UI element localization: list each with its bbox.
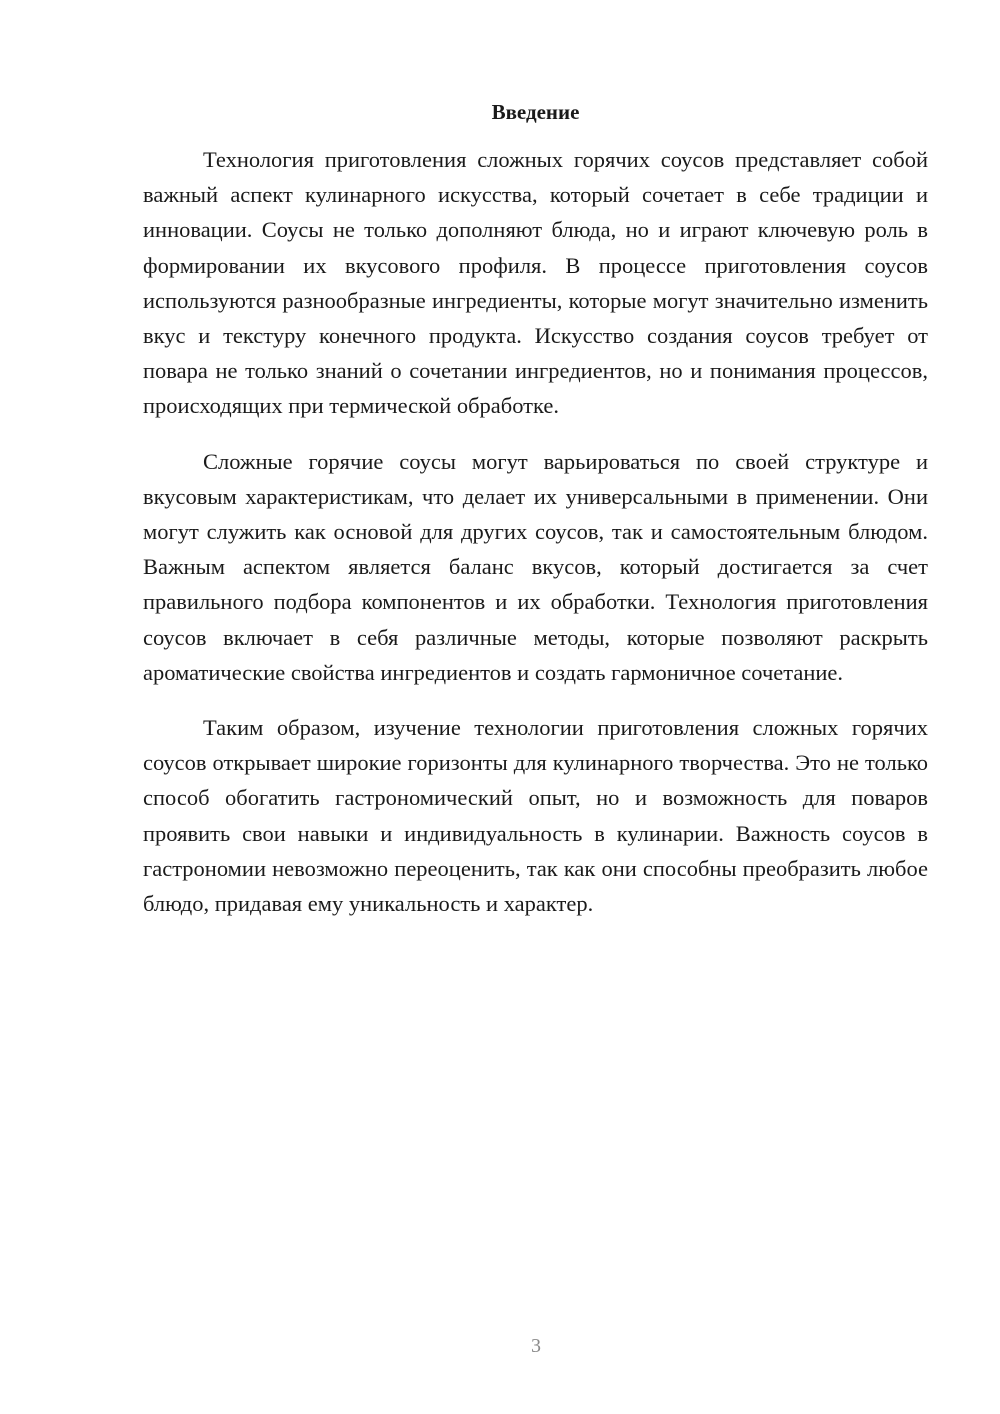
page-number: 3 xyxy=(531,1335,541,1357)
body-text xyxy=(143,142,928,941)
paragraph-2: Сложные горячие соусы могут варьироваться по своей структуре и вкусовым характеристикам, что делает их универсальными в применении. Они могут служить как основой для других соусов, так и самостоятельным блюдом. Важным аспектом является баланс вкусов, который достигается за счет правильного подбора компонентов и их обработки. Технология приготовления соусов включает в себя различные методы, которые позволяют раскрыть ароматические свойства ингредиентов и создать гармоничное сочетание. xyxy=(143,448,928,685)
paragraph-1: Технология приготовления сложных горячих соусов представляет собой важный аспект кулинарного искусства, который сочетает в себе традиции и инновации. Соусы не только дополняют блюда, но и играют ключевую роль в формировании их вкусового профиля. В процессе приготовления соусов используются разнообразные ингредиенты, которые могут значительно изменить вкус и текстуру конечного продукта. Искусство создания соусов требует от повара не только знаний о сочетании ингредиентов, но и понимания процессов, происходящих при термической обработке. xyxy=(143,147,928,419)
paragraph-3: Таким образом, изучение технологии приготовления сложных горячих соусов открывает широкие горизонты для кулинарного творчества. Это не только способ обогатить гастрономический опыт, но и возможность для поваров проявить свои навыки и индивидуальность в кулинарии. Важность соусов в гастрономии невозможно переоценить, так как они способны преобразить любое блюдо, придавая ему уникальность и характер. xyxy=(143,715,928,917)
section-title: Введение xyxy=(491,100,580,124)
